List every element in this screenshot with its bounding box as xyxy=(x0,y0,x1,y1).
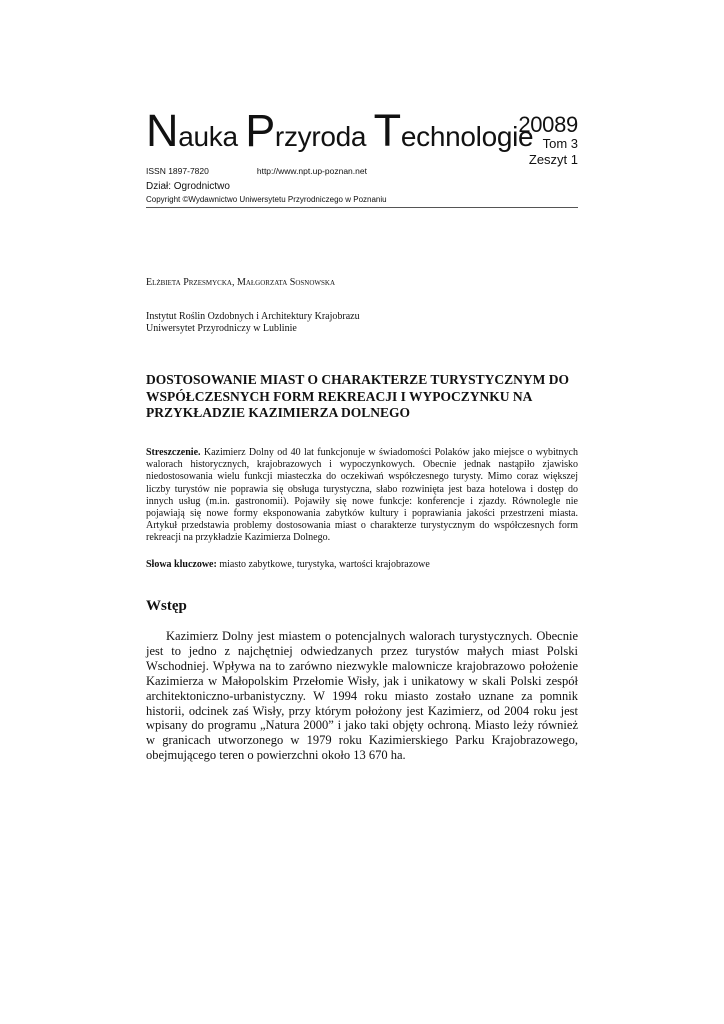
journal-title xyxy=(146,105,534,156)
abstract-label: Streszczenie. xyxy=(146,447,201,458)
issn: ISSN 1897-7820 xyxy=(146,166,209,176)
keywords-text: miasto zabytkowe, turystyka, wartości krajobrazowe xyxy=(219,559,430,570)
abstract xyxy=(146,447,578,545)
journal-title-part-nauka: auka xyxy=(178,121,246,152)
keywords-label: Słowa kluczowe: xyxy=(146,559,217,570)
copyright: Copyright ©Wydawnictwo Uniwersytetu Przyrodniczego w Poznaniu xyxy=(146,195,387,204)
journal-title-part-technologie: echnologie xyxy=(400,121,534,152)
article-number: 20089 xyxy=(518,112,578,137)
journal-title-initial-p: P xyxy=(245,105,275,156)
volume-block xyxy=(518,114,578,168)
keywords xyxy=(146,559,578,571)
affiliation-institute: Instytut Roślin Ozdobnych i Architektury Krajobrazu xyxy=(146,311,360,322)
affiliation-university: Uniwersytet Przyrodniczy w Lublinie xyxy=(146,323,297,334)
section-label: Dział: Ogrodnictwo xyxy=(146,181,230,192)
journal-title-initial-t: T xyxy=(373,105,401,156)
affiliation xyxy=(146,311,360,335)
article-title: DOSTOSOWANIE MIAST O CHARAKTERZE TURYSTYCZNYM DO WSPÓŁCZESNYCH FORM REKREACJI I WYPOCZYNKU NA PRZYKŁADZIE KAZIMIERZA DOLNEGO xyxy=(146,372,569,420)
issue-label: Zeszyt 1 xyxy=(528,152,578,167)
section-heading: Wstęp xyxy=(146,598,187,614)
journal-title-part-przyroda: rzyroda xyxy=(274,121,374,152)
journal-title-initial-n: N xyxy=(146,105,179,156)
header-divider xyxy=(146,207,578,208)
authors: Elżbieta Przesmycka, Małgorzata Sosnowska xyxy=(146,277,335,288)
issn-line xyxy=(146,166,367,176)
volume-label: Tom 3 xyxy=(542,136,578,151)
journal-url[interactable]: http://www.npt.up-poznan.net xyxy=(256,166,367,176)
body-paragraph: Kazimierz Dolny jest miastem o potencjalnych walorach turystycznych. Obecnie jest to jedno z najchętniej odwiedzanych przez turystów małych miast Polski Wschodniej. Wpływa na to zarówno niezwykle malownicze krajobrazowo położenie Kazimierza w Małopolskim Przełomie Wisły, jak i unikatowy w skali Polski zespół architektoniczno-urbanistyczny. W 1994 roku miasto zostało uznane za pomnik historii, odcinek zaś Wisły, przy którym położony jest Kazimierz, od 2004 roku jest wpisany do programu „Natura 2000” i jako taki objęty ochroną. Miasto leży również w granicach utworzonego w 1979 roku Kazimierskiego Parku Krajobrazowego, obejmującego teren o powierzchni około 13 670 ha. xyxy=(146,629,578,763)
abstract-text: Kazimierz Dolny od 40 lat funkcjonuje w świadomości Polaków jako miejsce o wybitnych walorach historycznych, krajobrazowych i wypoczynkowych. Obecnie jednak nastąpiło zjawisko niedostosowania wielu funkcji miasteczka do oczekiwań współczesnego turysty. Mimo coraz większej liczby turystów nie poprawia się obsługa turystyczna, słabo rozwinięta jest baza hotelowa i dostęp do innych usług (m.in. gastronomii). Pojawiły się nowe funkcje: konferencje i zjazdy. Równolegle nie pojawiają się nowe formy eksponowania zabytków kultury i poprawiania jakości przestrzeni miasta. Artykuł przedstawia problemy dostosowania miast o charakterze turystycznym do współczesnych form rekreacji na przykładzie Kazimierza Dolnego. xyxy=(146,447,578,544)
